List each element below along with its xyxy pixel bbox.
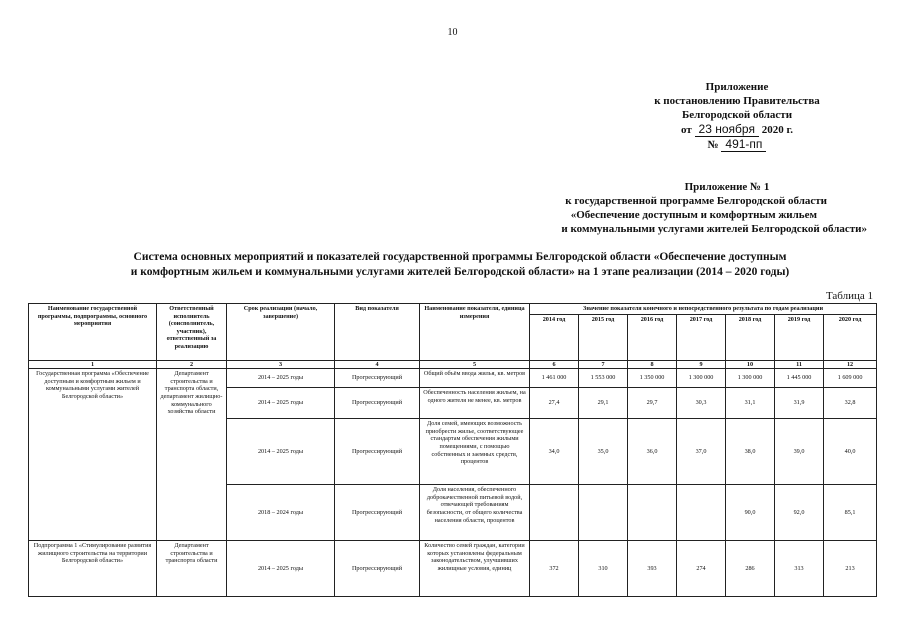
row-value: 1 461 000 <box>530 369 579 388</box>
row-value: 40,0 <box>824 419 877 485</box>
row-value <box>579 485 628 541</box>
row-value: 31,1 <box>726 388 775 419</box>
col-number: 2 <box>157 360 227 369</box>
col-number: 12 <box>824 360 877 369</box>
header-indicator: Наименование показателя, единица измерения <box>420 304 530 361</box>
row-value: 286 <box>726 541 775 597</box>
row-indicator: Общий объём ввода жилья, кв. метров <box>420 369 530 388</box>
header-executor: Ответственный исполнитель (соисполнитель, участник), ответственный за реализацию <box>157 304 227 361</box>
date-suffix: 2020 г. <box>761 124 793 136</box>
row-type: Прогрессирующий <box>335 485 420 541</box>
row-value: 1 300 000 <box>677 369 726 388</box>
header-year: 2019 год <box>775 314 824 360</box>
row-value: 1 300 000 <box>726 369 775 388</box>
row-value: 30,3 <box>677 388 726 419</box>
row-value: 372 <box>530 541 579 597</box>
header-name: Наименование государственной программы, подпрограммы, основного мероприятия <box>29 304 157 361</box>
number-prefix: № <box>707 139 719 151</box>
table-row <box>29 541 877 597</box>
row-period: 2014 – 2025 годы <box>227 541 335 597</box>
row-value: 39,0 <box>775 419 824 485</box>
col-number: 11 <box>775 360 824 369</box>
row-indicator: Обеспеченность населения жильем, на одного жителя не менее, кв. метров <box>420 388 530 419</box>
row-value: 27,4 <box>530 388 579 419</box>
row-value: 1 350 000 <box>628 369 677 388</box>
row-type: Прогрессирующий <box>335 369 420 388</box>
appendix1-line3: «Обеспечение доступным и комфортным жильем <box>570 209 817 221</box>
appendix1-line2: к государственной программе Белгородской области <box>565 195 827 207</box>
appendix-number-line <box>637 137 837 152</box>
header-year: 2016 год <box>628 314 677 360</box>
date-value: 23 ноября <box>695 122 759 137</box>
row-value: 1 445 000 <box>775 369 824 388</box>
subprogram-name: Подпрограмма 1 «Стимулирование развития жилищного строительства на территории Белгородской области» <box>29 541 157 597</box>
page-number: 10 <box>447 27 458 38</box>
row-period: 2014 – 2025 годы <box>227 388 335 419</box>
row-value: 310 <box>579 541 628 597</box>
row-indicator: Количество семей граждан, категории которых установлены федеральным законодательством, улучшивших жилищные условия, единиц <box>420 541 530 597</box>
row-value: 29,1 <box>579 388 628 419</box>
date-prefix: от <box>681 124 692 136</box>
program-executor: Департамент строительства и транспорта области, департамент жилищно-коммунального хозяйства области <box>157 369 227 541</box>
col-number: 10 <box>726 360 775 369</box>
row-value <box>677 485 726 541</box>
row-value: 1 609 000 <box>824 369 877 388</box>
row-value: 213 <box>824 541 877 597</box>
document-title <box>80 250 840 280</box>
table-label: Таблица 1 <box>825 290 873 302</box>
appendix-header <box>637 80 837 152</box>
row-value <box>530 485 579 541</box>
row-indicator: Доля семей, имеющих возможность приобрести жилье, соответствующее стандартам обеспечения жилыми помещениями, с помощью собственных и заемных средств, процентов <box>420 419 530 485</box>
col-number: 4 <box>335 360 420 369</box>
subprogram-executor: Департамент строительства и транспорта области <box>157 541 227 597</box>
row-period: 2014 – 2025 годы <box>227 369 335 388</box>
appendix-header-line1: Приложение <box>705 81 769 93</box>
row-period: 2014 – 2025 годы <box>227 419 335 485</box>
row-value: 35,0 <box>579 419 628 485</box>
row-value <box>628 485 677 541</box>
col-number: 7 <box>579 360 628 369</box>
row-value: 90,0 <box>726 485 775 541</box>
row-value: 37,0 <box>677 419 726 485</box>
row-period: 2018 – 2024 годы <box>227 485 335 541</box>
row-value: 92,0 <box>775 485 824 541</box>
program-name: Государственная программа «Обеспечение доступным и комфортным жильем и коммунальными услугами жителей Белгородской области» <box>29 369 157 541</box>
column-numbers-row <box>29 360 877 369</box>
col-number: 1 <box>29 360 157 369</box>
row-type: Прогрессирующий <box>335 541 420 597</box>
row-value: 274 <box>677 541 726 597</box>
indicators-table <box>28 303 877 597</box>
row-value: 29,7 <box>628 388 677 419</box>
col-number: 3 <box>227 360 335 369</box>
appendix-date-line <box>637 122 837 137</box>
number-value: 491-пп <box>721 137 766 152</box>
header-period: Срок реализации (начало, завершение) <box>227 304 335 361</box>
row-value: 31,9 <box>775 388 824 419</box>
row-value: 32,8 <box>824 388 877 419</box>
header-type: Вид показателя <box>335 304 420 361</box>
row-value: 313 <box>775 541 824 597</box>
col-number: 6 <box>530 360 579 369</box>
appendix-1-header <box>467 180 867 236</box>
col-number: 9 <box>677 360 726 369</box>
col-number: 8 <box>628 360 677 369</box>
appendix1-line1: Приложение № 1 <box>684 181 770 193</box>
row-value: 85,1 <box>824 485 877 541</box>
table-row <box>29 369 877 388</box>
col-number: 5 <box>420 360 530 369</box>
row-value: 393 <box>628 541 677 597</box>
row-indicator: Доля населения, обеспеченного доброкачественной питьевой водой, отвечающей требованиям безопасности, от общего количества населения области, процентов <box>420 485 530 541</box>
row-value: 36,0 <box>628 419 677 485</box>
row-value: 34,0 <box>530 419 579 485</box>
appendix-header-line2: к постановлению Правительства <box>654 95 820 107</box>
header-year: 2015 год <box>579 314 628 360</box>
title-line2: и комфортным жильем и коммунальными услугами жителей Белгородской области» на 1 этапе реализации (2014 – 2020 годы) <box>130 266 790 278</box>
header-values-group: Значение показателя конечного и непосредственного результата по годам реализации <box>530 304 877 315</box>
header-year: 2014 год <box>530 314 579 360</box>
appendix1-line4: и коммунальными услугами жителей Белгородской области» <box>561 223 867 235</box>
header-year: 2018 год <box>726 314 775 360</box>
row-value: 38,0 <box>726 419 775 485</box>
title-line1: Система основных мероприятий и показателей государственной программы Белгородской области «Обеспечение доступным <box>133 251 787 263</box>
header-year: 2017 год <box>677 314 726 360</box>
appendix-header-line3: Белгородской области <box>681 109 793 121</box>
row-value: 1 553 000 <box>579 369 628 388</box>
row-type: Прогрессирующий <box>335 419 420 485</box>
row-type: Прогрессирующий <box>335 388 420 419</box>
header-year: 2020 год <box>824 314 877 360</box>
